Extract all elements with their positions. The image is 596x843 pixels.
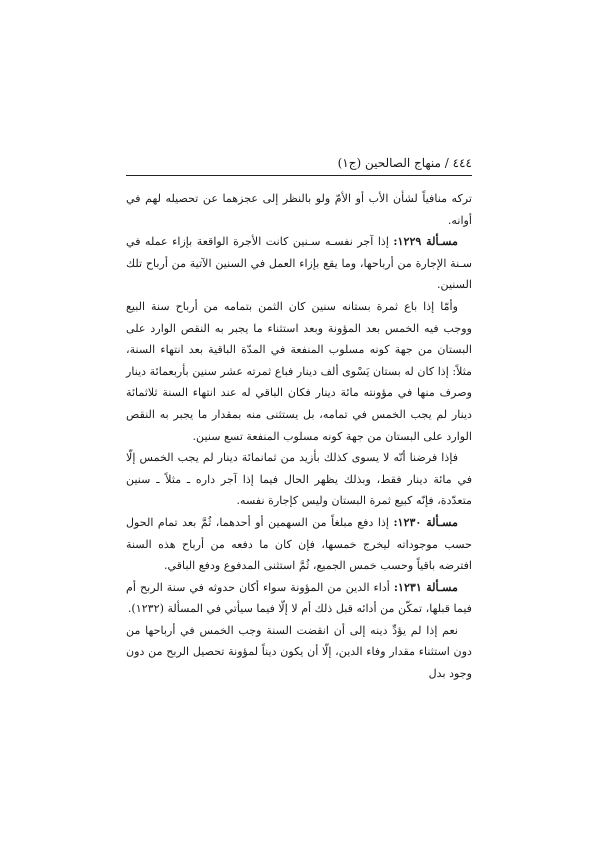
header-rule — [126, 175, 472, 176]
page-body — [126, 188, 472, 685]
paragraph-text: وأمّا إذا باع ثمرة بستانه سنين كان الثمن بتمامه من أرباح سنة البيع ووجب فيه الخمس بعد المؤونة وبعد استثناء ما يجبر به النقص الوارد على البستان من جهة كونه مسلوب المنفعة في المدّة الباقية بعد انتهاء السنة، مثلاً: إذا كان له بستان يَسْوى ألف دينار فباع ثمرته عشر سنين بأربعمائة دينار وصرف منها في مؤونته مائة دينار فكان الباقي له عند انتهاء السنة ثلاثمائة دينار لم يجب الخمس في تمامه، بل يستثنى منه بمقدار ما يجبر به النقص الوارد على البستان من جهة كونه مسلوب المنفعة تسع سنين. — [126, 299, 472, 443]
masala-heading: مسـألة ١٢٢٩: — [393, 235, 458, 249]
paragraph-text: نعم إذا لم يؤدِّ دينه إلى أن انقضت السنة وجب الخمس في أرباحها من دون استثناء مقدار وفاء الدين، إلّا أن يكون ديناً لمؤونة تحصيل الربح من دون وجود بدل — [126, 623, 472, 681]
paragraph — [126, 620, 472, 685]
paragraph-masala-1230 — [126, 512, 472, 577]
paragraph-text: تركه منافياً لشأن الأب أو الأمّ ولو بالنظر إلى عجزهما عن تحصيله لهم في أوانه. — [126, 192, 472, 227]
paragraph-text: فإذا فرضنا أنّه لا يسوى كذلك بأزيد من ثمانمائة دينار لم يجب الخمس إلّا في مائة دينار فقط، وبذلك يظهر الحال فيما إذا آجر داره ـ مثلاً ـ سنين متعدّدة، فإنّه كبيع ثمرة البستان وليس كإجارة نفسه. — [126, 451, 472, 508]
paragraph-text: أداء الدين من المؤونة سواء أكان حدوثه في سنة الربح أم فيما قبلها، تمكّن من أدائه قبل ذلك أم لا إلّا فيما سيأتي في المسألة (١٢٣٢). — [126, 580, 472, 616]
masala-heading: مسـألة ١٢٣١: — [393, 580, 458, 594]
paragraph — [126, 447, 472, 512]
paragraph-masala-1231 — [126, 577, 472, 620]
paragraph-masala-1229 — [126, 231, 472, 296]
running-head: ٤٤٤ / منهاج الصالحين (ج١) — [337, 156, 472, 170]
paragraph — [126, 188, 472, 231]
masala-heading: مسـألة ١٢٣٠: — [393, 515, 458, 529]
paragraph-text: إذا دفع مبلغاً من السهمين أو أحدهما، ثُمَّ بعد تمام الحول حسب موجوداته ليخرج خمسها، فإن كان ما دفعه من أرباح هذه السنة افترضه باقياً وحسب خمس الجميع، ثُمَّ استثنى المدفوع ودفع الباقي. — [126, 515, 472, 573]
paragraph-text: إذا آجر نفسـه سـنين كانت الأجرة الواقعة بإزاء عمله في سـنة الإجارة من أرباحها، وما يقع بإزاء العمل في السنين الآتية من أرباح تلك السنين. — [126, 235, 472, 292]
book-page — [126, 152, 472, 685]
paragraph — [126, 296, 472, 447]
